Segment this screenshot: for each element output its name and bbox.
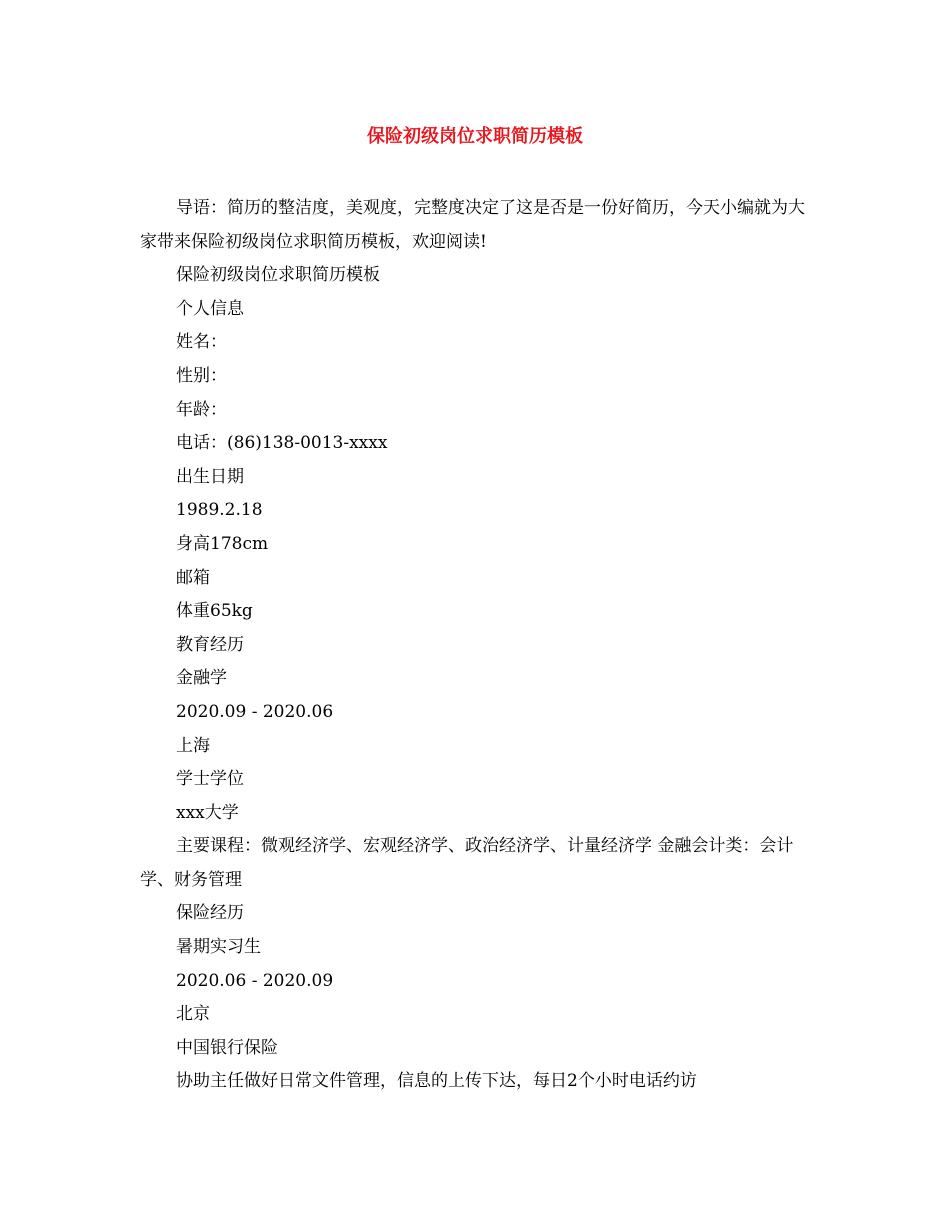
field-gender: 性别： — [176, 365, 227, 386]
education-school: xxx大学 — [176, 802, 239, 823]
experience-position: 暑期实习生 — [176, 937, 261, 958]
education-degree: 学士学位 — [176, 769, 244, 790]
experience-dates: 2020.06 - 2020.09 — [176, 970, 334, 991]
experience-company: 中国银行保险 — [176, 1037, 278, 1058]
field-name: 姓名： — [176, 332, 227, 353]
field-birthdate-value: 1989.2.18 — [176, 500, 263, 521]
document-title: 保险初级岗位求职简历模板 — [367, 126, 583, 147]
section-education: 教育经历 — [176, 634, 244, 655]
education-major: 金融学 — [176, 668, 227, 689]
field-weight: 体重65kg — [176, 601, 253, 622]
resume-heading: 保险初级岗位求职简历模板 — [176, 265, 380, 286]
education-courses: 主要课程：微观经济学、宏观经济学、政治经济学、计量经济学 金融会计类：会计学、财务管理 — [140, 836, 794, 890]
field-phone: 电话：(86)138-0013-xxxx — [176, 433, 388, 454]
education-location: 上海 — [176, 735, 210, 756]
document-body — [140, 192, 820, 1099]
experience-description: 协助主任做好日常文件管理，信息的上传下达，每日2个小时电话约访 — [176, 1071, 697, 1092]
field-birthdate-label: 出生日期 — [176, 466, 244, 487]
intro-paragraph: 导语：简历的整洁度，美观度，完整度决定了这是否是一份好简历，今天小编就为大家带来保险初级岗位求职简历模板，欢迎阅读! — [140, 198, 805, 252]
field-height: 身高178cm — [176, 533, 269, 554]
section-insurance-experience: 保险经历 — [176, 903, 244, 924]
section-personal-info: 个人信息 — [176, 298, 244, 319]
experience-location: 北京 — [176, 1004, 210, 1025]
education-dates: 2020.09 - 2020.06 — [176, 701, 334, 722]
field-email: 邮箱 — [176, 567, 210, 588]
field-age: 年龄： — [176, 399, 227, 420]
